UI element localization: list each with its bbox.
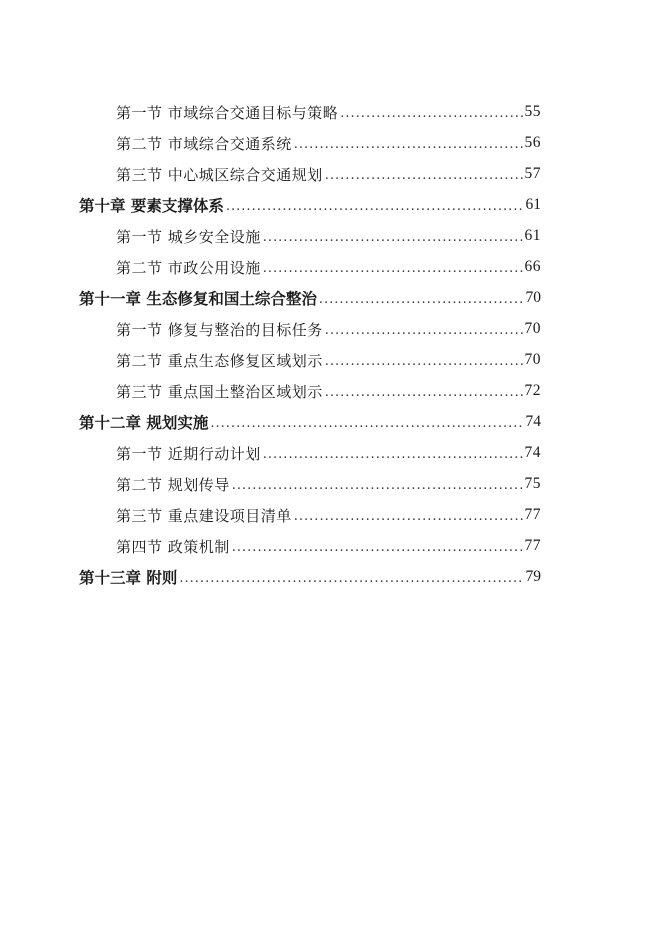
toc-leader-dots [263, 230, 523, 245]
toc-entry-chapter[interactable] [79, 562, 541, 592]
toc-leader-dots [325, 323, 523, 338]
toc-page-number: 66 [524, 258, 541, 275]
toc-entry-label: 第一节 近期行动计划 [116, 444, 261, 463]
toc-page-number: 77 [524, 537, 541, 554]
toc-entry-chapter[interactable] [79, 190, 541, 220]
toc-leader-dots [263, 261, 523, 276]
toc-entry-section[interactable] [116, 314, 541, 344]
toc-entry-label: 第三节 中心城区综合交通规划 [116, 165, 323, 184]
toc-entry-label: 第三节 重点国土整治区域划示 [116, 382, 323, 401]
toc-entry-section[interactable] [116, 159, 541, 189]
toc-entry-section[interactable] [116, 128, 541, 158]
toc-leader-dots [263, 447, 523, 462]
toc-entry-section[interactable] [116, 345, 541, 375]
toc-page-number: 70 [525, 289, 541, 306]
toc-page-number: 70 [524, 351, 541, 368]
toc-leader-dots [294, 509, 523, 524]
toc-entry-section[interactable] [116, 531, 541, 561]
toc-leader-dots [325, 168, 523, 183]
toc-entry-chapter[interactable] [79, 283, 541, 313]
toc-entry-label: 第一节 市域综合交通目标与策略 [116, 103, 339, 122]
toc-entry-section[interactable] [116, 252, 541, 282]
toc-leader-dots [232, 478, 523, 493]
toc-leader-dots [325, 385, 523, 400]
toc-page-number: 70 [524, 320, 541, 337]
toc-entry-label: 第一节 修复与整治的目标任务 [116, 320, 323, 339]
toc-page-number: 77 [524, 506, 541, 523]
toc-entry-label: 第二节 市域综合交通系统 [116, 134, 292, 153]
toc-leader-dots [319, 292, 524, 307]
toc-page-number: 55 [524, 103, 541, 120]
toc-entry-label: 第十章 要素支撑体系 [79, 197, 224, 215]
toc-entry-chapter[interactable] [79, 407, 541, 437]
toc-page-number: 74 [524, 444, 541, 461]
toc-page-number: 79 [525, 568, 541, 585]
toc-entry-label: 第二节 规划传导 [116, 475, 230, 494]
toc-leader-dots [294, 137, 523, 152]
toc-page-number: 56 [524, 134, 541, 151]
toc-entry-label: 第二节 重点生态修复区域划示 [116, 351, 323, 370]
toc-entry-section[interactable] [116, 500, 541, 530]
toc-leader-dots [179, 571, 523, 586]
toc-entry-section[interactable] [116, 376, 541, 406]
toc-leader-dots [232, 540, 523, 555]
toc-entry-section[interactable] [116, 438, 541, 468]
toc-leader-dots [340, 106, 522, 121]
toc-page-number: 61 [524, 227, 541, 244]
toc-leader-dots [325, 354, 523, 369]
toc-page-number: 61 [525, 196, 541, 213]
toc-page-number: 75 [524, 475, 541, 492]
toc-entry-label: 第十一章 生态修复和国土综合整治 [79, 290, 317, 308]
toc-entry-section[interactable] [116, 97, 541, 127]
toc-entry-label: 第二节 市政公用设施 [116, 258, 261, 277]
toc-leader-dots [226, 199, 524, 214]
toc-page-number: 72 [524, 382, 541, 399]
toc-entry-label: 第三节 重点建设项目清单 [116, 506, 292, 525]
toc-entry-label: 第一节 城乡安全设施 [116, 227, 261, 246]
toc-entry-label: 第十二章 规划实施 [79, 414, 209, 432]
toc-entry-section[interactable] [116, 221, 541, 251]
toc-page-number: 57 [524, 165, 541, 182]
toc-page-number: 74 [525, 413, 541, 430]
toc-entry-label: 第四节 政策机制 [116, 537, 230, 556]
toc-entry-section[interactable] [116, 469, 541, 499]
toc-entry-label: 第十三章 附则 [79, 569, 178, 587]
toc-leader-dots [210, 416, 523, 431]
